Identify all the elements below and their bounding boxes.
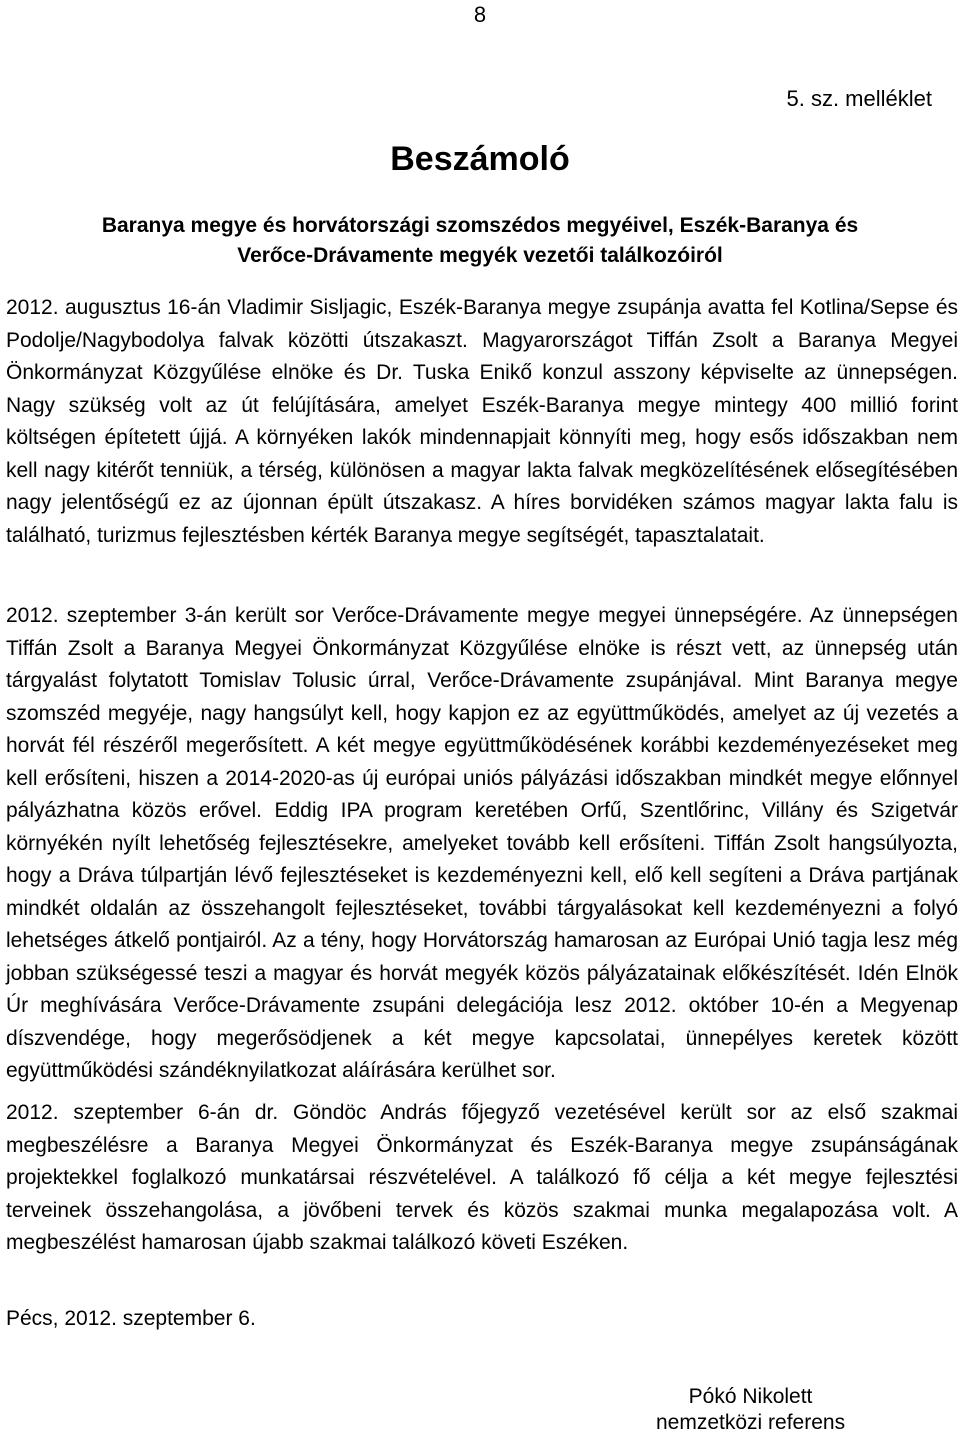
document-subtitle	[0, 211, 960, 271]
place-and-date: Pécs, 2012. szeptember 6.	[6, 1307, 256, 1330]
document-title: Beszámoló	[390, 140, 570, 178]
paragraph-september-6: 2012. szeptember 6-án dr. Göndöc András főjegyző vezetésével került sor az első szakmai megbeszélésre a Baranya Megyei Önkormányzat és Eszék-Baranya megye zsupánságának projektekkel foglalkozó munkatársai részvételével. A találkozó fő célja a két megye fejlesztési terveinek összehangolása, a jövőbeni tervek és közös szakmai munka megalapozása volt. A megbeszélést hamarosan újabb szakmai találkozó követi Eszéken.	[6, 1101, 958, 1254]
signatory-name: Pókó Nikolett	[688, 1385, 813, 1408]
paragraph-september-3: 2012. szeptember 3-án került sor Verőce-Drávamente megye megyei ünnepségére. Az ünnepségen Tiffán Zsolt a Baranya Megyei Önkormányzat Közgyűlése elnöke is részt vett, az ünnepség után tárgyalást folytatott Tomislav Tolusic úrral, Verőce-Drávamente zsupánjával. Mint Baranya megye szomszéd megyéje, nagy hangsúlyt kell, hogy kapjon ez az együttműködés, amelyet az új vezetés a horvát fél részéről megerősített. A két megye együttműködésének korábbi kezdeményezéseket meg kell erősíteni, hiszen a 2014-2020-as új európai uniós pályázási időszakban mindkét megye előnnyel pályázhatna közös erővel. Eddig IPA program keretében Orfű, Szentlőrinc, Villány és Szigetvár környékén nyílt lehetőség fejlesztésekre, amelyeket tovább kell erősíteni. Tiffán Zsolt hangsúlyozta, hogy a Dráva túlpartján lévő fejlesztéseket is kezdeményezni kell, elő kell segíteni a Dráva partjának mindkét oldalán az összehangolt fejlesztéseket, további tárgyalásokat kell kezdeményezni a folyó lehetséges átkelő pontjairól. Az a tény, hogy Horvátország hamarosan az Európai Unió tagja lesz még jobban szükségessé teszi a magyar és horvát megyék közös pályázatainak előkészítését. Idén Elnök Úr meghívására Verőce-Drávamente zsupáni delegációja lesz 2012. október 10-én a Megyenap díszvendége, hogy megerősödjenek a két megye kapcsolatai, ünnepélyes keretek között együttműködési szándéknyilatkozat aláírására kerülhet sor.	[6, 604, 958, 1082]
paragraph-august-16: 2012. augusztus 16-án Vladimir Sisljagic, Eszék-Baranya megye zsupánja avatta fel Kotlina/Sepse és Podolje/Nagybodolya falvak közötti útszakaszt. Magyarországot Tiffán Zsolt a Baranya Megyei Önkormányzat Közgyűlése elnöke és Dr. Tuska Enikő konzul asszony képviselte az ünnepségen. Nagy szükség volt az út felújítására, amelyet Eszék-Baranya megye mintegy 400 millió forint költségen építetett újjá. A környéken lakók mindennapjait könnyíti meg, hogy esős időszakban nem kell nagy kitérőt tenniük, a térség, különösen a magyar lakta falvak megközelítésének elősegítésében nagy jelentőségű ez az újonnan épült útszakasz. A híres borvidéken számos magyar lakta falu is található, turizmus fejlesztésben kérték Baranya megye segítségét, tapasztalatait.	[6, 296, 958, 547]
page-number: 8	[473, 2, 487, 27]
annex-label: 5. sz. melléklet	[786, 86, 932, 111]
signature-block	[656, 1384, 845, 1436]
subtitle-line: Baranya megye és horvátországi szomszédos megyéivel, Eszék-Baranya és	[101, 214, 859, 237]
signatory-position: nemzetközi referens	[656, 1411, 846, 1434]
subtitle-line: Verőce-Drávamente megyék vezetői találkozóiról	[237, 244, 723, 267]
